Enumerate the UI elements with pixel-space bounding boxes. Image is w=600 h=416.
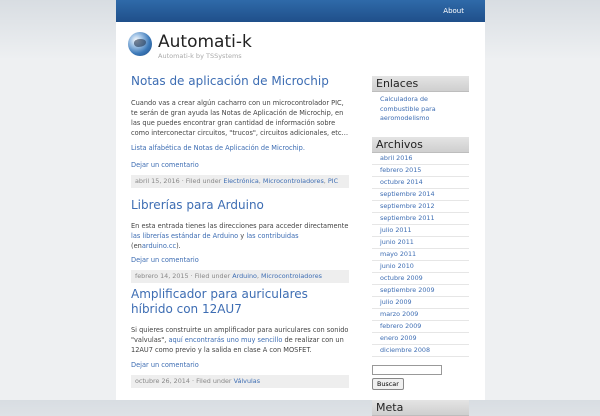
archive-link[interactable]: septiembre 2014 (380, 189, 435, 198)
post-text: ). (176, 242, 181, 250)
archivos-widget (372, 137, 469, 357)
filed-under-label: · Filed under (190, 272, 231, 280)
list-item (372, 189, 469, 201)
list-item (372, 237, 469, 249)
archive-link[interactable]: febrero 2015 (380, 165, 422, 174)
post (131, 74, 349, 188)
filed-under-label: · Filed under (192, 377, 232, 385)
enlaces-widget-title: Enlaces (372, 76, 469, 92)
archive-link[interactable]: septiembre 2012 (380, 201, 435, 210)
archive-link[interactable]: enero 2009 (380, 333, 417, 342)
post-excerpt (131, 325, 349, 355)
post-title-link[interactable]: Notas de aplicación de Microchip (131, 74, 329, 88)
post-text: En esta entrada tienes las direcciones para acceder directamente (131, 222, 349, 230)
archive-link[interactable]: abril 2016 (380, 153, 413, 162)
search-button[interactable]: Buscar (372, 378, 404, 390)
category-link[interactable]: PIC (327, 177, 339, 185)
category-link[interactable]: Microcontroladores (262, 177, 324, 185)
list-item (372, 153, 469, 165)
archive-link[interactable]: septiembre 2009 (380, 285, 435, 294)
page-container (116, 22, 485, 414)
list-item (372, 92, 469, 127)
post-title-link[interactable]: Librerías para Arduino (131, 198, 264, 212)
top-navigation-bar (116, 0, 485, 22)
list-item (372, 213, 469, 225)
list-item (372, 249, 469, 261)
archivos-list (372, 153, 469, 357)
list-item (372, 201, 469, 213)
category-link[interactable]: Válvulas (233, 377, 261, 385)
search-input[interactable] (372, 365, 442, 375)
archive-link[interactable]: mayo 2011 (380, 249, 417, 258)
category-link[interactable]: Arduino (232, 272, 257, 280)
archive-link[interactable]: junio 2010 (380, 261, 414, 270)
globe-logo-icon (128, 32, 152, 56)
list-item (372, 333, 469, 345)
post-excerpt: Cuando vas a crear algún cacharro con un microcontrolador PIC, te serán de gran ayuda las Notas de Aplicación de Microchip, en las que puedes encontrar gran cantidad de información sobre como interconectar circuitos, "trucos", circuitos adicionales, etc… (131, 99, 349, 137)
archive-link[interactable]: diciembre 2008 (380, 345, 431, 354)
archive-link[interactable]: septiembre 2011 (380, 213, 435, 222)
post-inline-link[interactable]: las librerías estándar de Arduino (131, 232, 239, 240)
post-inline-link[interactable]: las contribuidas (246, 232, 299, 240)
archive-link[interactable]: junio 2011 (380, 237, 414, 246)
post-text: Si quieres construirte un amplificador para auriculares con sonido "valvulas", (131, 326, 349, 344)
leave-comment-link[interactable]: Dejar un comentario (131, 256, 199, 264)
meta-widget-title: Meta (372, 400, 469, 416)
post-inline-link[interactable]: aquí encontrarás uno muy sencillo (168, 336, 283, 344)
list-item (372, 321, 469, 333)
enlace-link[interactable]: Calculadora de combustible para aeromodelismo (380, 95, 436, 122)
list-item (372, 309, 469, 321)
site-title[interactable]: Automati-k (158, 32, 252, 52)
leave-comment-link[interactable]: Dejar un comentario (131, 361, 199, 369)
post-excerpt (131, 221, 349, 251)
category-link[interactable]: Microcontroladores (261, 272, 322, 280)
nav-about-link[interactable]: About (443, 7, 464, 15)
list-item (372, 273, 469, 285)
post-date: abril 15, 2016 (135, 177, 180, 185)
enlaces-widget (372, 76, 469, 127)
list-item (372, 225, 469, 237)
site-tagline: Automati-k by TSSystems (158, 52, 242, 60)
filed-under-label: · Filed under (181, 177, 222, 185)
list-item (372, 297, 469, 309)
post-meta (131, 375, 349, 388)
post-inline-link[interactable]: Lista alfabética de Notas de Aplicación de Microchip. (131, 144, 305, 152)
post-text: (en (131, 242, 142, 250)
post-meta: febrero 14, 2015 · Filed under Arduino, Microcontroladores (131, 270, 349, 283)
post-text: y (240, 232, 245, 240)
post-title-link[interactable]: Amplificador para auriculares híbrido con 12AU7 (131, 287, 308, 316)
post-meta: abril 15, 2016 · Filed under Electrónica, Microcontroladores, PIC (131, 175, 349, 188)
archive-link[interactable]: octubre 2009 (380, 273, 423, 282)
archive-link[interactable]: octubre 2014 (380, 177, 423, 186)
list-item (372, 345, 469, 357)
post (131, 198, 349, 283)
archive-link[interactable]: marzo 2009 (380, 309, 419, 318)
list-item (372, 285, 469, 297)
search-widget (372, 365, 469, 390)
enlaces-list (372, 92, 469, 127)
archive-link[interactable]: febrero 2009 (380, 321, 422, 330)
list-item (372, 261, 469, 273)
list-item (372, 165, 469, 177)
post-text: de realizar con un 12AU7 como previo y la salida en clase A con MOSFET. (131, 336, 344, 354)
archive-link[interactable]: julio 2009 (380, 297, 412, 306)
sidebar (372, 76, 469, 416)
archive-link[interactable]: julio 2011 (380, 225, 412, 234)
leave-comment-link[interactable]: Dejar un comentario (131, 161, 199, 169)
post-date: octubre 26, 2014 (135, 377, 190, 385)
list-item (372, 177, 469, 189)
post-date: febrero 14, 2015 (135, 272, 189, 280)
post-inline-link[interactable]: arduino.cc (141, 242, 177, 250)
category-link[interactable]: Electrónica (223, 177, 259, 185)
post (131, 287, 349, 388)
archivos-widget-title: Archivos (372, 137, 469, 153)
